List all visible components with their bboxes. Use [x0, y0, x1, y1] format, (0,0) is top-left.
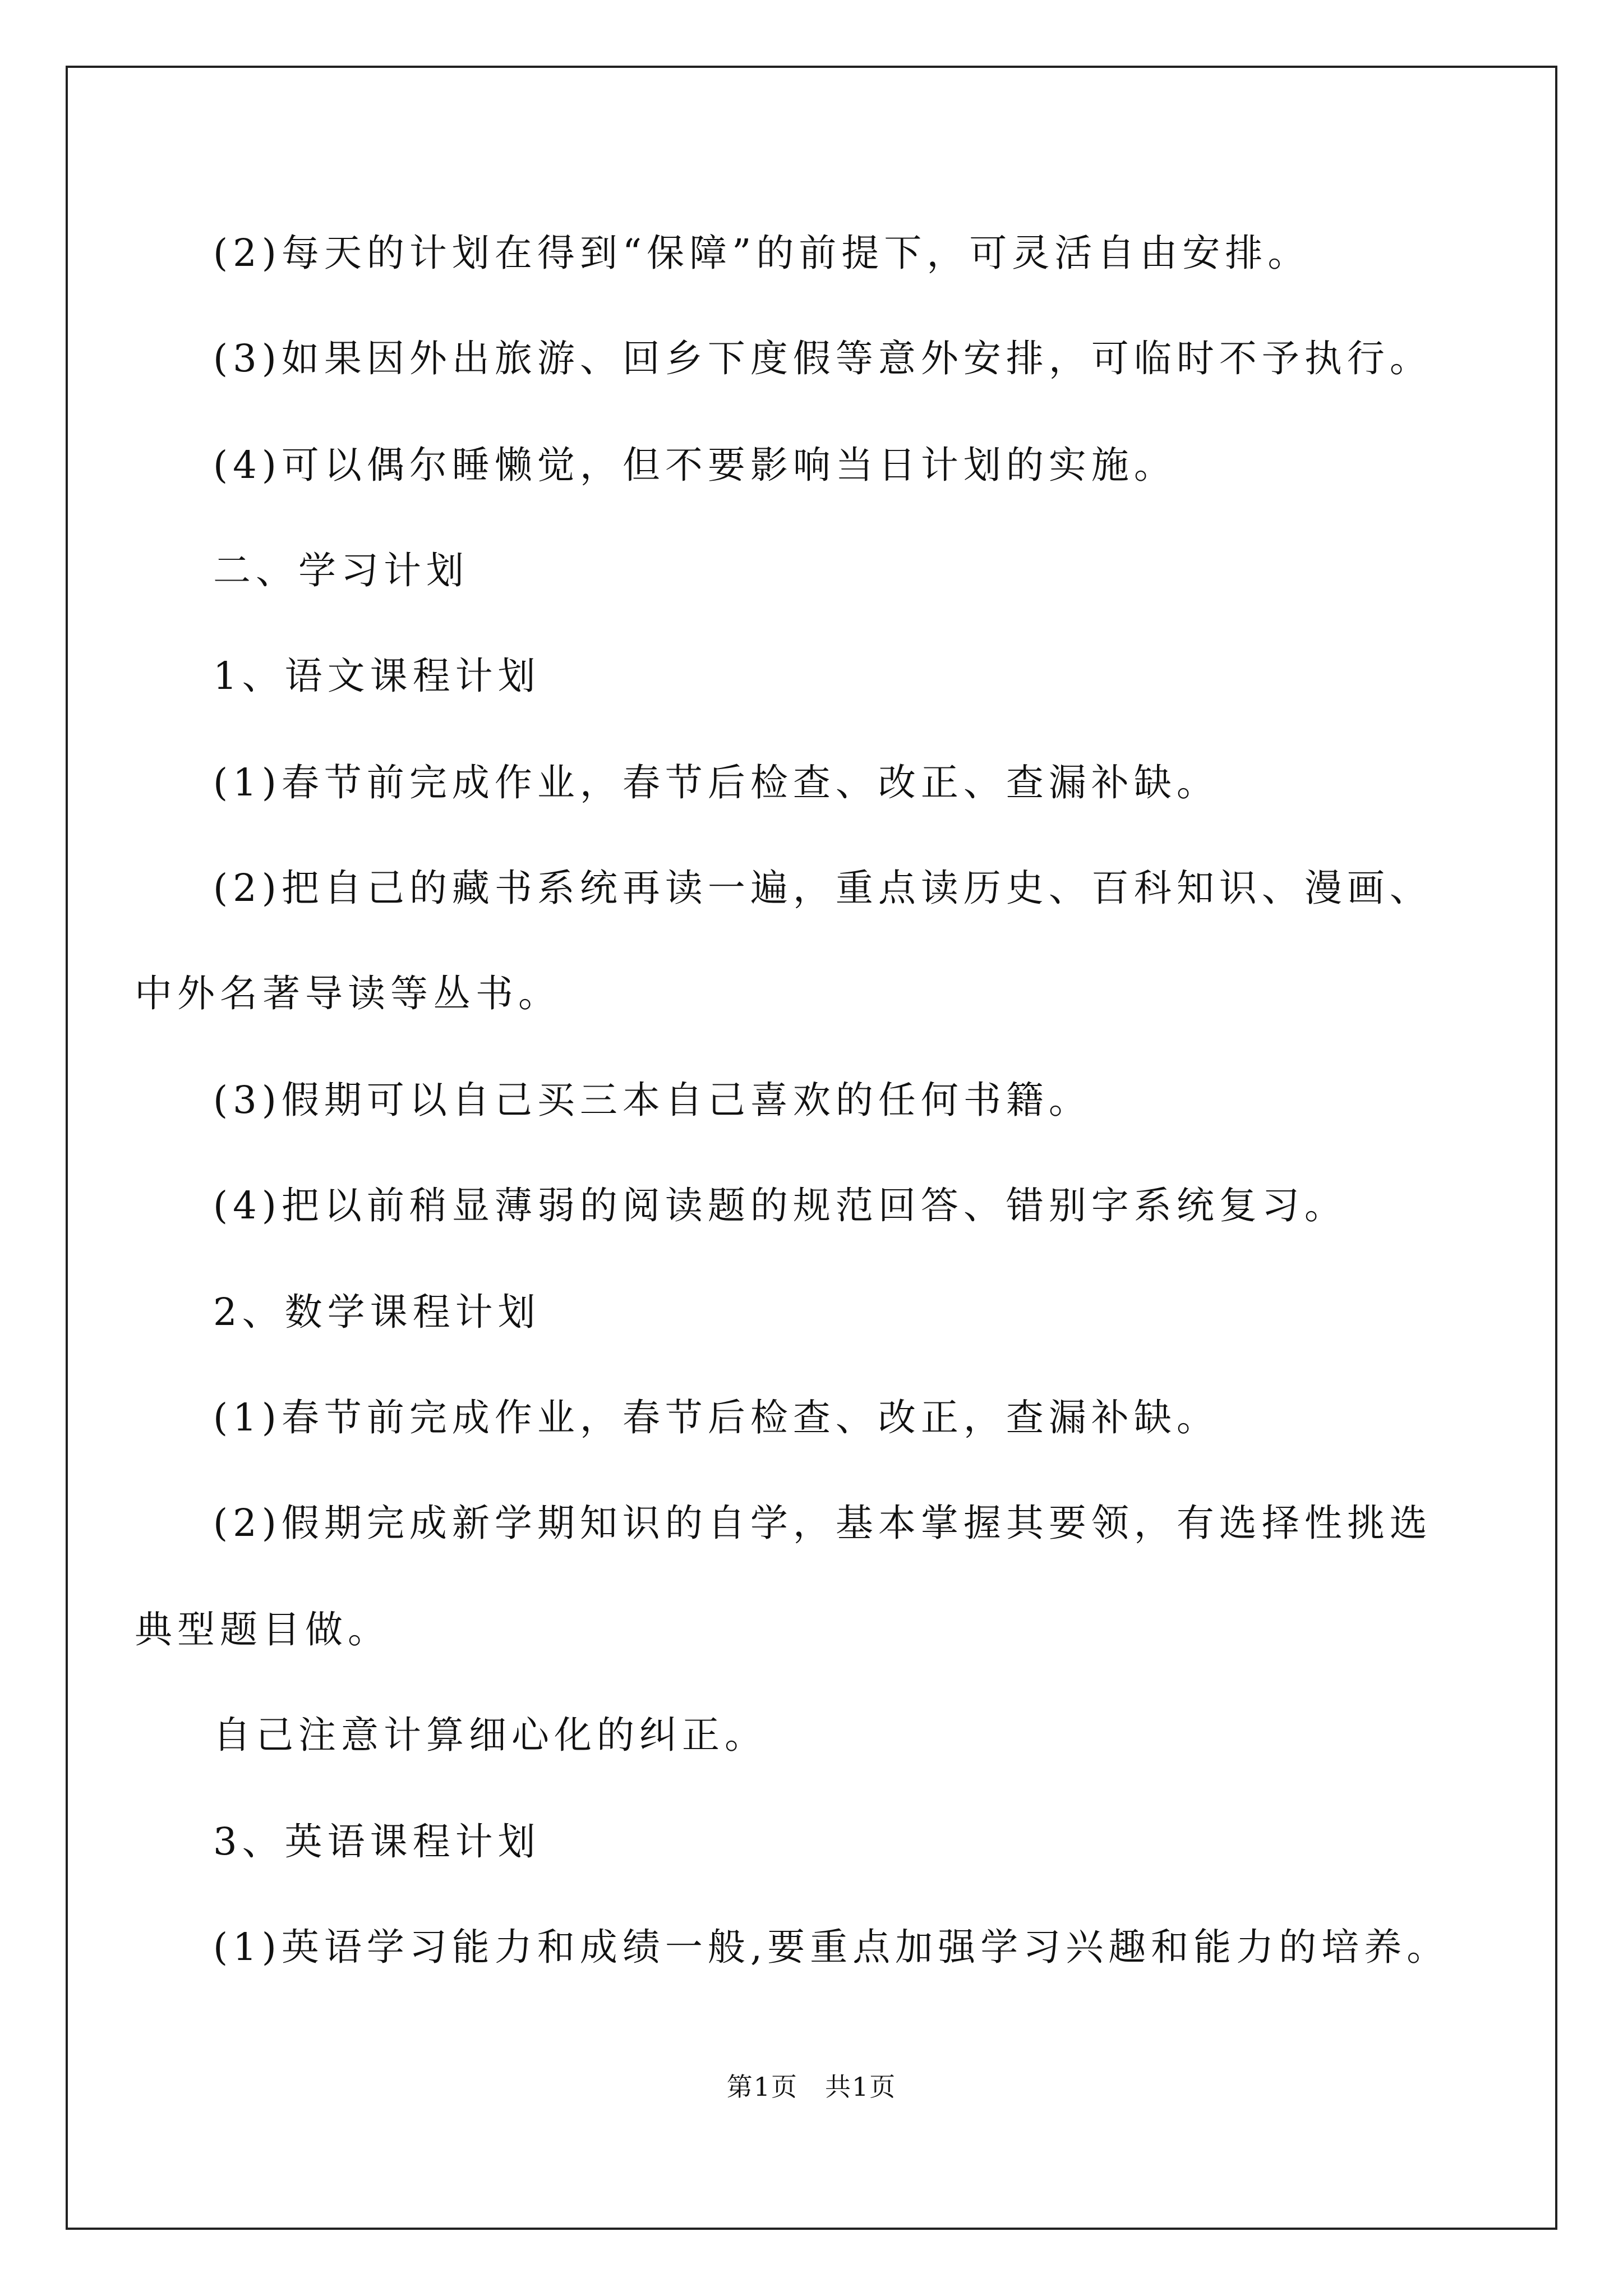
subsection-heading: 3、英语课程计划: [213, 1820, 541, 1864]
text-line: (3)假期可以自己买三本自己喜欢的任何书籍。: [213, 1078, 1091, 1122]
page-border: [66, 66, 1557, 2230]
text-line: 中外名著导读等丛书。: [135, 972, 561, 1015]
text-line: (4)可以偶尔睡懒觉，但不要影响当日计划的实施。: [213, 443, 1177, 487]
text-line: (2)假期完成新学期知识的自学，基本掌握其要领，有选择性挑选: [213, 1501, 1432, 1545]
text-line: (4)把以前稍显薄弱的阅读题的规范回答、错别字系统复习。: [213, 1184, 1347, 1227]
text-line: (2)每天的计划在得到“保障”的前提下，可灵活自由安排。: [213, 231, 1311, 275]
text-line: (2)把自己的藏书系统再读一遍，重点读历史、百科知识、漫画、: [213, 866, 1432, 910]
text-line: 自己注意计算细心化的纠正。: [213, 1713, 767, 1757]
text-line: (1)春节前完成作业，春节后检查、改正、查漏补缺。: [213, 761, 1219, 804]
text-line: 典型题目做。: [135, 1608, 390, 1651]
subsection-heading: 2、数学课程计划: [213, 1290, 541, 1334]
text-line: (1)英语学习能力和成绩一般,要重点加强学习兴趣和能力的培养。: [213, 1925, 1450, 1969]
page-number: 第1页 共1页: [726, 2072, 897, 2102]
section-heading: 二、学习计划: [213, 549, 469, 592]
text-line: (1)春节前完成作业，春节后检查、改正，查漏补缺。: [213, 1396, 1219, 1439]
subsection-heading: 1、语文课程计划: [213, 654, 541, 698]
text-line: (3)如果因外出旅游、回乡下度假等意外安排，可临时不予执行。: [213, 337, 1432, 380]
